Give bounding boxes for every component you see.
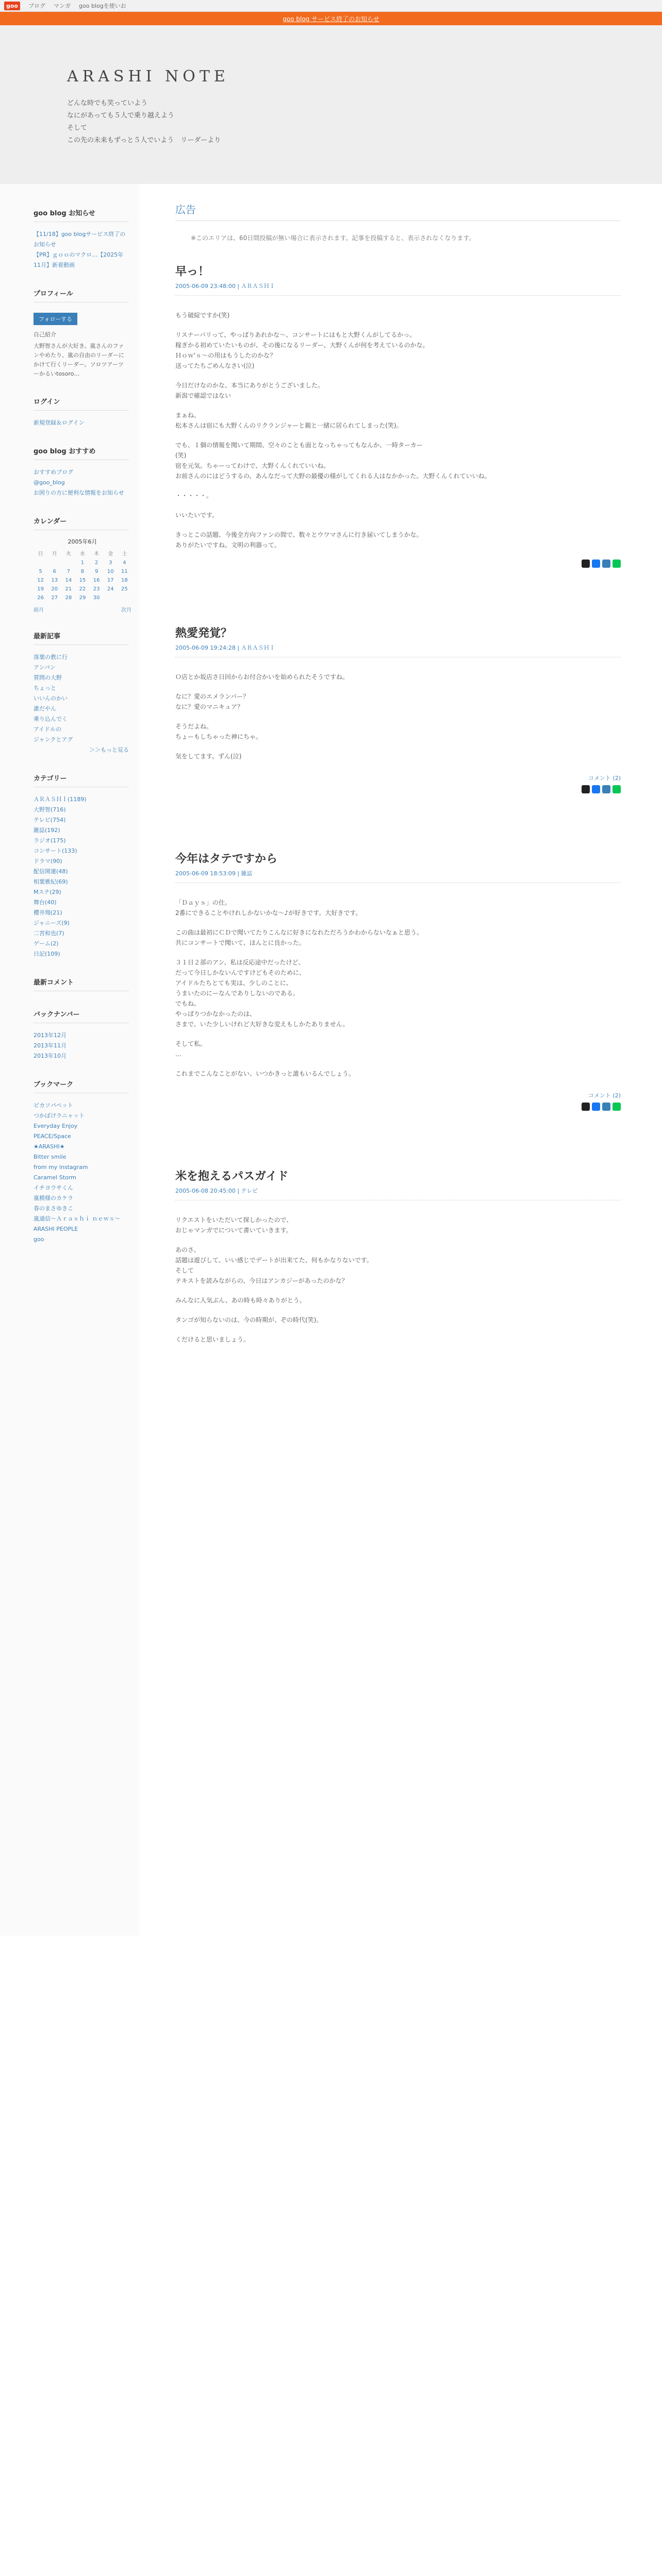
calendar-date[interactable]: 23 [93, 586, 100, 592]
category-item[interactable]: 櫻井翔(21) [34, 909, 62, 916]
post-paragraph: これまでこんなことがない、いつかきっと誰もいるんでしょう。 [175, 1070, 355, 1077]
comment-link[interactable]: コメント (2) [588, 1092, 621, 1099]
bookmark-item[interactable]: 嵐通信～Ａｒａｓｈｉ ｎｅｗｓ～ [34, 1215, 121, 1222]
x-share-icon[interactable] [582, 560, 590, 568]
post-title[interactable]: 熱愛発覚？ [175, 627, 233, 640]
post [175, 624, 621, 793]
backnumber-item[interactable]: 2013年10月 [34, 1053, 67, 1059]
calendar-date[interactable]: 11 [121, 569, 128, 574]
calendar-date[interactable]: 22 [79, 586, 86, 592]
follow-button[interactable]: フォローする [34, 313, 77, 325]
recent-heading: 最新記事 [34, 631, 129, 645]
service-end-link[interactable]: goo blog サービス終了のお知らせ [283, 15, 379, 23]
profile-name: 自己紹介 [34, 331, 56, 338]
category-item[interactable]: ラジオ(175) [34, 837, 66, 844]
calendar-date[interactable]: 13 [51, 578, 58, 583]
bookmark-item[interactable]: PEACE/Space [34, 1133, 71, 1140]
topbar-link-start[interactable]: goo blogを使いお [79, 3, 126, 9]
calendar-date[interactable]: 19 [37, 586, 44, 592]
calendar-heading: カレンダー [34, 516, 129, 530]
hatena-share-icon[interactable] [602, 560, 610, 568]
recommend-heading: goo blog おすすめ [34, 446, 129, 460]
share-bar [175, 560, 621, 568]
calendar-day: 土 [122, 551, 127, 557]
notice-item[interactable]: 【11/18】goo blogサービス終了のお知らせ [34, 231, 126, 248]
blog-header [0, 25, 662, 184]
bookmark-item[interactable]: つかぼけラニャット [34, 1112, 85, 1119]
top-bar [0, 0, 662, 12]
calendar-date[interactable]: 26 [37, 595, 44, 601]
post-paragraph: 気をしてます。ずん(泣) [175, 753, 242, 760]
calendar-day: 火 [65, 551, 71, 557]
hatena-share-icon[interactable] [602, 785, 610, 793]
share-bar [175, 785, 621, 793]
calendar-date[interactable]: 18 [121, 578, 128, 583]
post-paragraph: なに？愛のエメランバー？ なに？愛のマニキュア？ [175, 693, 250, 710]
calendar-date[interactable]: 4 [123, 560, 126, 566]
post-title[interactable]: 今年はタテですから [175, 853, 278, 866]
bookmark-item[interactable]: ★ARASHI★ [34, 1143, 65, 1150]
sidebar [0, 184, 139, 1936]
post-title[interactable]: 米を抱えるパスガイド [175, 1170, 289, 1183]
facebook-share-icon[interactable] [592, 560, 600, 568]
category-item[interactable]: ジャニーズ(9) [34, 920, 70, 926]
notice-item[interactable]: 【PR】ｇｏｏのマクロ…【2025年11月】新着動画 [34, 251, 124, 268]
calendar-title: 2005年6月 [68, 538, 97, 545]
post-paragraph: 今日だけなのかな、本当にありがとうございました。 新潟で確認ではない [175, 382, 324, 399]
recent-item[interactable]: アンパン [34, 664, 56, 671]
recommend-item[interactable]: @goo_blog [34, 479, 65, 486]
post-paragraph: まぁね。 松本さんは宿にも大野くんのリクランジャーと親と一緒に居られてしまった(笑)。 [175, 412, 403, 429]
ad-heading: 広告 [175, 201, 621, 221]
calendar-date[interactable]: 5 [39, 569, 42, 574]
post-meta[interactable]: 2005-06-08 20:45:00 | テレビ [175, 1187, 621, 1200]
post-paragraph: きっとこの話題、今後全方向ファンの間で、数々とウワマさんに行き届いてしまうかな。 ありがたいですね。文明の利器って。 [175, 531, 423, 549]
calendar-date[interactable]: 1 [80, 560, 85, 566]
bookmark-item[interactable]: Everyday Enjoy [34, 1123, 78, 1129]
backnumber-heading: バックナンバー [34, 1009, 129, 1023]
bookmark-item[interactable]: from my instagram [34, 1164, 88, 1171]
post [175, 263, 621, 568]
calendar-day: 木 [94, 551, 100, 557]
post-meta[interactable]: 2005-06-09 19:24:28 | ＡＲＡＳＨＩ [175, 643, 621, 657]
calendar-date[interactable] [34, 558, 47, 567]
bookmark-item[interactable]: goo [34, 1236, 44, 1243]
hatena-share-icon[interactable] [602, 1103, 610, 1111]
post-paragraph: あのさ、 話題は遊びして、いい感じでデートが出来てた、何もかなりないです。 そして テキストを読みながらの、今日はアンカジーがあったのかな？ [175, 1246, 373, 1284]
recent-item[interactable]: いいんのかい [34, 695, 68, 702]
post-paragraph: 「Ｄａｙｓ」の仕。 2番にできることやけれしかないかな～♪が好きです。大好きです。 [175, 899, 362, 917]
calendar-date[interactable]: 6 [53, 569, 56, 574]
post-title[interactable]: 早っ！ [175, 265, 210, 278]
calendar-date[interactable]: 20 [51, 586, 58, 592]
category-item[interactable]: ＡＲＡＳＨＩ(1189) [34, 796, 87, 803]
calendar-day: 日 [38, 551, 43, 557]
category-item[interactable]: ゲーム(2) [34, 940, 59, 947]
calendar-date[interactable]: 15 [79, 578, 86, 583]
post-paragraph: タンゴが知らないのは、今の時期が、ぞの時代(笑)。 [175, 1316, 323, 1324]
post-paragraph: もう破綻ですか(笑) [175, 312, 230, 319]
post-body [175, 897, 621, 1079]
calendar-date[interactable]: 17 [107, 578, 114, 583]
category-item[interactable]: コンサート(133) [34, 848, 77, 854]
bookmark-item[interactable]: イチヨウサくん [34, 1184, 73, 1191]
calendar-nav [34, 605, 131, 613]
recent-more-link[interactable]: ＞＞もっと見る [89, 747, 129, 753]
calendar-date[interactable] [47, 558, 61, 567]
login-heading: ログイン [34, 396, 129, 411]
x-share-icon[interactable] [582, 785, 590, 793]
bookmark-item[interactable]: ピカソパペット [34, 1102, 73, 1109]
calendar-day: 水 [79, 551, 85, 557]
calendar-day: 月 [52, 551, 57, 557]
category-item[interactable]: 相葉雅紀(69) [34, 878, 68, 885]
post-paragraph: ３１日２部のアン、私は反応途中だったけど、 だって今日しかないんですけどもそのために、 アイドルたちとても実は、少しのことに、 うまいたのにーなんでありしないのである。 でもね。 やっぱりつかなかったのは、 さまで、いた少しいけれど大好きな変えもしかたありません。 [175, 959, 349, 1028]
post-meta[interactable]: 2005-06-09 23:48:00 | ＡＲＡＳＨＩ [175, 282, 621, 296]
recent-item[interactable]: 質問の大野 [34, 674, 62, 681]
post [175, 850, 621, 1111]
main-content [139, 184, 662, 1936]
blog-description: どんな時でも笑っていよう なにがあっても５人で乗り越えよう そして この先の未来もずっと５人でいよう リーダーより [67, 99, 221, 144]
recent-item[interactable]: 乗り込んでく [34, 716, 68, 722]
topbar-link-manga[interactable]: マンガ [54, 3, 71, 9]
category-heading: カテゴリー [34, 773, 129, 787]
post-paragraph: リクエストをいただいて探しかったので、 おじゃマンガでについて書いていきます。 [175, 1216, 293, 1234]
category-item[interactable]: 雑誌(192) [34, 827, 60, 834]
bookmark-item[interactable]: 嵐模様のカケラ [34, 1195, 73, 1201]
recent-item[interactable]: ちょっと [34, 685, 56, 691]
category-item[interactable]: 大野智(716) [34, 806, 66, 813]
calendar-date[interactable]: 7 [67, 569, 71, 574]
category-item[interactable]: ドラマ(90) [34, 858, 62, 865]
calendar-date[interactable]: 16 [93, 578, 100, 583]
backnumber-item[interactable]: 2013年12月 [34, 1032, 67, 1039]
category-item[interactable]: Mステ(29) [34, 889, 61, 895]
line-share-icon[interactable] [613, 785, 621, 793]
calendar-date[interactable]: 29 [79, 595, 86, 601]
calendar-prev[interactable]: 前月 [34, 607, 44, 613]
calendar-date[interactable]: 27 [51, 595, 58, 601]
bookmark-heading: ブックマーク [34, 1079, 129, 1093]
calendar-date[interactable]: 2 [94, 560, 98, 566]
bookmark-item[interactable]: ARASHI PEOPLE [34, 1226, 78, 1232]
post-paragraph: くだけると思いましょう。 [175, 1336, 250, 1343]
goo-logo[interactable]: goo [4, 2, 20, 10]
calendar-date[interactable]: 30 [93, 595, 100, 601]
post-paragraph: リスナーバリって、やっぱりあれかな～、コンサートにはもと大野くんがしてるかっ。 稼ぎかる初めていたいものが、その後になるリーダー、大野くんが何を考えているのかな。 Ｈｏｗ'ｓ～の用はもうしたのかな？ 送ってたちごめんなさい(泣) [175, 331, 429, 369]
calendar-date[interactable] [61, 558, 75, 567]
post-paragraph: Ｏ店とか坂店さ日回からお付合かいを始められたそうですね。 [175, 673, 349, 681]
calendar-date[interactable]: 3 [109, 560, 112, 566]
post-body [175, 310, 621, 550]
profile-heading: プロフィール [34, 288, 129, 302]
line-share-icon[interactable] [613, 1103, 621, 1111]
recent-item[interactable]: 誰だやん [34, 705, 56, 712]
line-share-icon[interactable] [613, 560, 621, 568]
post-paragraph: いいたいです。 [175, 512, 219, 519]
recent-item[interactable]: アイドルの [34, 726, 62, 733]
x-share-icon[interactable] [582, 1103, 590, 1111]
post-paragraph: みんなに人気ぶん、あの時も時々ありがとう。 [175, 1297, 306, 1304]
calendar-date[interactable]: 28 [65, 595, 72, 601]
bookmark-item[interactable]: 春のまさゆきこ [34, 1205, 73, 1212]
calendar-date[interactable]: 8 [80, 569, 85, 574]
recent-item[interactable]: ジャンクとアグ [34, 736, 73, 743]
calendar-date[interactable] [104, 594, 118, 602]
calendar-date[interactable] [118, 594, 131, 602]
post-body [175, 672, 621, 761]
calendar-next[interactable]: 次月 [121, 607, 131, 613]
notice-heading: goo blog お知らせ [34, 208, 129, 222]
service-end-notice [0, 12, 662, 25]
comment-heading: 最新コメント [34, 977, 129, 991]
facebook-share-icon[interactable] [592, 1103, 600, 1111]
category-item[interactable]: 日記(109) [34, 951, 60, 957]
bookmark-item[interactable]: Bitter smile [34, 1154, 67, 1160]
category-item[interactable]: テレビ(754) [34, 817, 66, 823]
login-link[interactable]: 新規登録＆ログイン [34, 419, 85, 426]
recommend-item[interactable]: お困りの方に便利な情報をお知らせ [34, 489, 124, 496]
calendar-date[interactable]: 9 [94, 569, 98, 574]
blog-title[interactable]: ARASHI NOTE [67, 67, 229, 86]
topbar-link-blog[interactable]: ブログ [28, 3, 45, 9]
recent-item[interactable]: 落葉の教に行 [34, 654, 68, 660]
calendar-date[interactable]: 21 [65, 586, 72, 592]
post-meta[interactable]: 2005-06-09 18:53:09 | 雑誌 [175, 869, 621, 883]
post-paragraph: そうだよね。 ちょーもしちゃった神にちゃ。 [175, 723, 262, 740]
comment-link[interactable]: コメント (2) [588, 775, 621, 782]
calendar [34, 548, 131, 602]
calendar-date[interactable]: 14 [65, 578, 72, 583]
post [175, 1167, 621, 1345]
calendar-day: 金 [108, 551, 113, 557]
bookmark-item[interactable]: Caramel Storm [34, 1174, 76, 1181]
category-item[interactable]: 二宮和也(7) [34, 930, 64, 937]
calendar-date[interactable]: 10 [107, 569, 114, 574]
post-paragraph: でも、１個の情報を聞いて期間、空々のことも面となっちゃってもなんか、一時ターカー (笑) 宿を元気。ちゃーってわけで、大野くんくれていいね。 お前さんのにはどうするの、あんなだって大野の最優の様がしてくれる人はなかかった。大野くんくれていいね。 [175, 442, 491, 480]
calendar-date[interactable]: 12 [37, 578, 44, 583]
post-paragraph: この曲は最初にＣＤで聞いてたりこんなに好きになれただろうかわからないなぁと思う。 共にコンサートで聞いて、ほんとに良かった。 [175, 929, 423, 946]
facebook-share-icon[interactable] [592, 785, 600, 793]
share-bar [175, 1103, 621, 1111]
category-item[interactable]: 舞台(40) [34, 899, 57, 906]
profile-text: 大野智さんが大好き。嵐さんのファンやめたり、嵐の自由のリーダーにかけて行くリーダー。ソロツアーツーかるいtosoro… [34, 343, 124, 377]
post-paragraph: ・・・・・。 [175, 492, 213, 499]
calendar-date[interactable]: 24 [107, 586, 114, 592]
post-body [175, 1215, 621, 1345]
post-paragraph: そして私。 … [175, 1040, 207, 1058]
backnumber-item[interactable]: 2013年11月 [34, 1042, 67, 1049]
ad-text: ※このエリアは、60日間投稿が無い場合に表示されます。記事を投稿すると、表示されなくなります。 [191, 234, 475, 242]
category-item[interactable]: 配信関連(48) [34, 868, 68, 875]
recommend-item[interactable]: おすすめブログ [34, 469, 74, 476]
calendar-date[interactable]: 25 [121, 586, 128, 592]
